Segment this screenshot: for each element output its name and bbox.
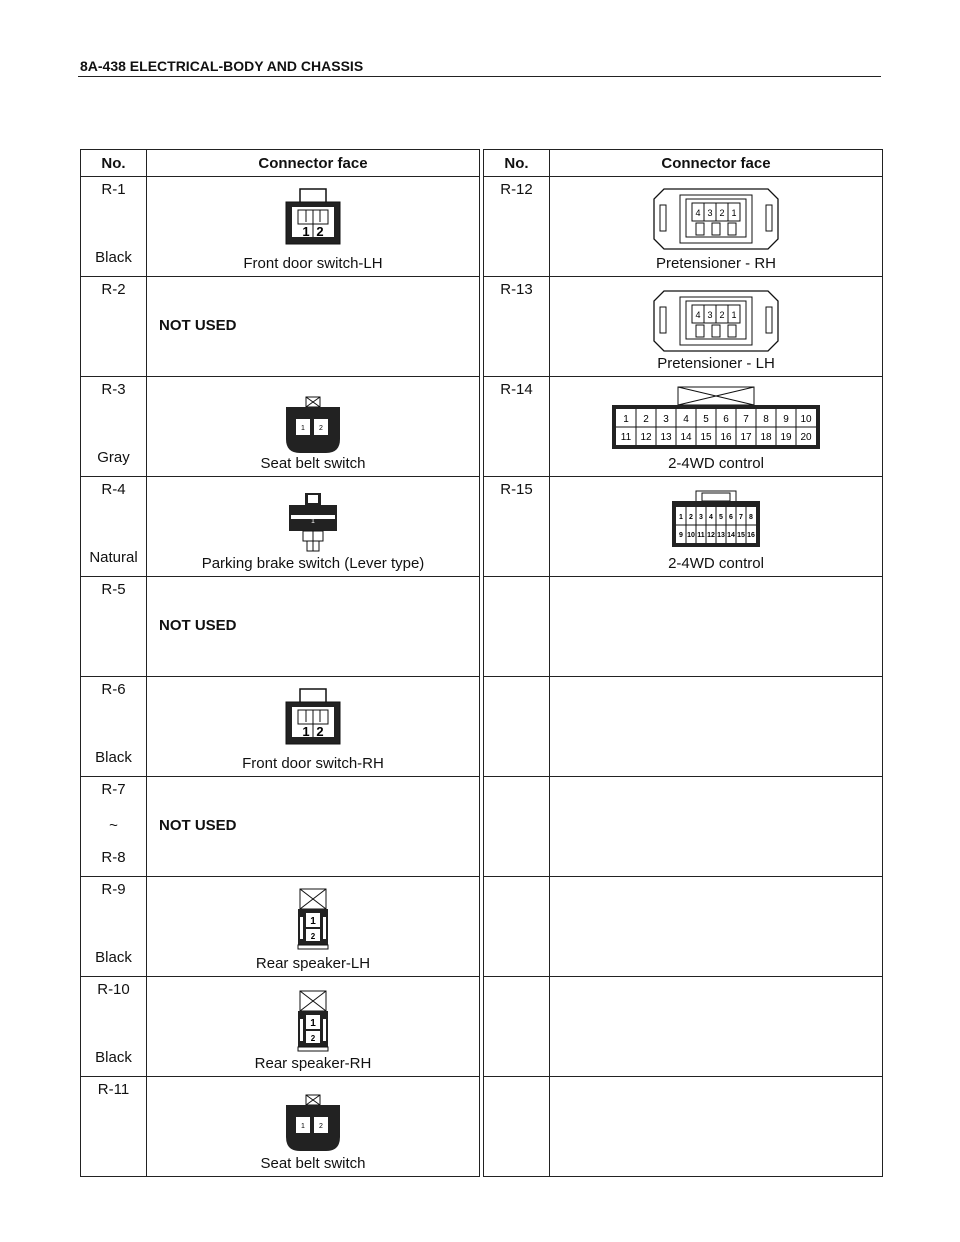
connector-no-cell	[81, 977, 147, 1077]
svg-text:4: 4	[683, 414, 689, 425]
connector-id: R-1	[101, 181, 126, 198]
connector-no-cell	[484, 477, 550, 577]
svg-text:11: 11	[697, 532, 705, 539]
connector-no-cell	[81, 577, 147, 677]
table-row	[81, 977, 883, 1077]
empty-cell	[484, 877, 550, 977]
svg-text:2: 2	[643, 414, 649, 425]
connector-caption: Pretensioner - RH	[655, 255, 777, 272]
empty-cell	[550, 577, 883, 677]
parking-brake-switch-connector	[285, 491, 341, 553]
connector-face-cell	[550, 377, 883, 477]
svg-text:9: 9	[783, 414, 789, 425]
svg-text:1: 1	[623, 414, 629, 425]
svg-text:3: 3	[707, 208, 713, 218]
connector-no-cell	[81, 377, 147, 477]
table-row	[81, 377, 883, 477]
svg-text:12: 12	[707, 532, 715, 539]
svg-text:1: 1	[679, 514, 683, 521]
connector-face-cell	[147, 677, 480, 777]
connector-id: R-6	[101, 681, 126, 698]
connector-id-end: R-8	[101, 849, 126, 866]
table-header-row	[81, 150, 883, 177]
svg-text:8: 8	[749, 514, 753, 521]
connector-caption: 2-4WD control	[668, 455, 764, 472]
empty-cell	[484, 977, 550, 1077]
col-no-right: No.	[484, 150, 550, 177]
connector-id: R-5	[101, 581, 126, 598]
rear-speaker-connector	[296, 887, 330, 951]
svg-text:16: 16	[720, 432, 732, 443]
table-row	[81, 477, 883, 577]
svg-text:1: 1	[302, 224, 310, 239]
svg-text:1: 1	[310, 1018, 316, 1029]
connector-range-tilde: ~	[109, 817, 118, 834]
four-pin-pretensioner-connector	[652, 289, 780, 353]
connector-face-cell	[550, 177, 883, 277]
svg-text:7: 7	[739, 514, 743, 521]
table-row	[81, 777, 883, 877]
svg-text:14: 14	[727, 532, 735, 539]
connector-id: R-9	[101, 881, 126, 898]
connector-no-cell	[81, 777, 147, 877]
svg-text:9: 9	[679, 532, 683, 539]
connector-face-cell	[147, 277, 480, 377]
col-no-left: No.	[81, 150, 147, 177]
table-row	[81, 177, 883, 277]
connector-face-cell	[147, 1077, 480, 1177]
not-used-label: NOT USED	[159, 317, 237, 334]
connector-caption: Pretensioner - LH	[657, 355, 775, 372]
empty-cell	[550, 1077, 883, 1177]
connector-no-cell	[484, 177, 550, 277]
svg-text:14: 14	[680, 432, 692, 443]
connector-caption: 2-4WD control	[668, 555, 764, 572]
connector-caption: Rear speaker-LH	[255, 955, 371, 972]
svg-text:6: 6	[729, 514, 733, 521]
svg-text:1: 1	[302, 724, 310, 739]
connector-id: R-7	[101, 781, 126, 798]
svg-text:4: 4	[695, 208, 701, 218]
col-face-left: Connector face	[147, 150, 480, 177]
connector-caption: Front door switch-LH	[243, 255, 383, 272]
page-header	[78, 58, 881, 77]
svg-text:19: 19	[780, 432, 792, 443]
svg-text:10: 10	[800, 414, 812, 425]
table-row	[81, 277, 883, 377]
svg-text:3: 3	[707, 310, 713, 320]
connector-no-cell	[81, 277, 147, 377]
svg-text:11: 11	[620, 432, 632, 443]
svg-text:4: 4	[709, 514, 713, 521]
col-face-right: Connector face	[550, 150, 883, 177]
connector-color: Black	[95, 949, 132, 966]
connector-table	[80, 149, 883, 1177]
connector-caption: Seat belt switch	[260, 1155, 366, 1172]
not-used-label: NOT USED	[159, 617, 237, 634]
table-row	[81, 1077, 883, 1177]
connector-face-cell	[550, 277, 883, 377]
header-title: 8A-438 ELECTRICAL-BODY AND CHASSIS	[80, 58, 364, 74]
rear-speaker-connector	[296, 989, 330, 1053]
connector-caption: Rear speaker-RH	[254, 1055, 372, 1072]
connector-no-cell	[81, 877, 147, 977]
two-pin-door-connector	[282, 187, 344, 249]
twenty-pin-2-4wd-connector	[610, 385, 822, 451]
svg-text:1: 1	[731, 208, 737, 218]
connector-face-cell	[147, 477, 480, 577]
svg-text:2: 2	[689, 514, 693, 521]
connector-id: R-3	[101, 381, 126, 398]
svg-text:1: 1	[310, 916, 316, 927]
connector-no-cell	[484, 377, 550, 477]
svg-text:1: 1	[311, 518, 315, 525]
seat-belt-switch-connector	[282, 1093, 344, 1153]
svg-text:7: 7	[743, 414, 749, 425]
connector-face-cell	[147, 977, 480, 1077]
empty-cell	[484, 577, 550, 677]
connector-id: R-2	[101, 281, 126, 298]
connector-face-cell	[147, 177, 480, 277]
connector-id: R-11	[97, 1081, 130, 1098]
svg-text:2: 2	[719, 310, 725, 320]
not-used-label: NOT USED	[159, 817, 237, 834]
svg-text:15: 15	[700, 432, 712, 443]
svg-text:1: 1	[301, 425, 305, 432]
connector-color: Black	[95, 749, 132, 766]
svg-text:3: 3	[663, 414, 669, 425]
svg-text:8: 8	[763, 414, 769, 425]
sixteen-pin-2-4wd-connector	[668, 489, 764, 553]
connector-id: R-14	[500, 381, 533, 398]
table-row	[81, 877, 883, 977]
connector-id: R-13	[500, 281, 533, 298]
svg-text:2: 2	[719, 208, 725, 218]
table-row	[81, 577, 883, 677]
svg-text:10: 10	[687, 532, 695, 539]
connector-caption: Front door switch-RH	[242, 755, 384, 772]
connector-color: Black	[95, 249, 132, 266]
svg-text:15: 15	[737, 532, 745, 539]
svg-text:2: 2	[310, 1034, 316, 1043]
svg-text:1: 1	[731, 310, 737, 320]
connector-id: R-12	[500, 181, 533, 198]
connector-no-cell	[81, 677, 147, 777]
empty-cell	[550, 777, 883, 877]
connector-color: Natural	[89, 549, 138, 566]
connector-no-cell	[81, 177, 147, 277]
connector-color: Gray	[97, 449, 130, 466]
seat-belt-switch-connector	[282, 395, 344, 455]
empty-cell	[484, 1077, 550, 1177]
connector-caption: Seat belt switch	[260, 455, 366, 472]
svg-text:16: 16	[747, 532, 755, 539]
two-pin-door-connector	[282, 687, 344, 749]
connector-no-cell	[484, 277, 550, 377]
svg-text:5: 5	[703, 414, 709, 425]
svg-text:17: 17	[740, 432, 752, 443]
empty-cell	[484, 677, 550, 777]
svg-text:1: 1	[301, 1123, 305, 1130]
svg-text:20: 20	[800, 432, 812, 443]
svg-text:3: 3	[699, 514, 703, 521]
four-pin-pretensioner-connector	[652, 187, 780, 251]
connector-no-cell	[81, 477, 147, 577]
connector-face-cell	[147, 777, 480, 877]
empty-cell	[550, 677, 883, 777]
connector-color: Black	[95, 1049, 132, 1066]
connector-id: R-4	[101, 481, 126, 498]
svg-text:2: 2	[319, 1123, 323, 1130]
table-row	[81, 677, 883, 777]
connector-face-cell	[147, 877, 480, 977]
svg-text:12: 12	[640, 432, 652, 443]
svg-text:2: 2	[316, 224, 324, 239]
svg-text:4: 4	[695, 310, 701, 320]
connector-id: R-10	[97, 981, 130, 998]
connector-face-cell	[147, 577, 480, 677]
svg-text:18: 18	[760, 432, 772, 443]
connector-face-cell	[550, 477, 883, 577]
connector-caption: Parking brake switch (Lever type)	[201, 555, 425, 572]
svg-text:13: 13	[717, 532, 725, 539]
svg-text:2: 2	[316, 724, 324, 739]
empty-cell	[550, 977, 883, 1077]
svg-text:5: 5	[719, 514, 723, 521]
empty-cell	[484, 777, 550, 877]
empty-cell	[550, 877, 883, 977]
connector-id: R-15	[500, 481, 533, 498]
svg-text:2: 2	[310, 932, 316, 941]
connector-face-cell	[147, 377, 480, 477]
svg-text:13: 13	[660, 432, 672, 443]
svg-text:2: 2	[319, 425, 323, 432]
connector-no-cell	[81, 1077, 147, 1177]
svg-text:6: 6	[723, 414, 729, 425]
